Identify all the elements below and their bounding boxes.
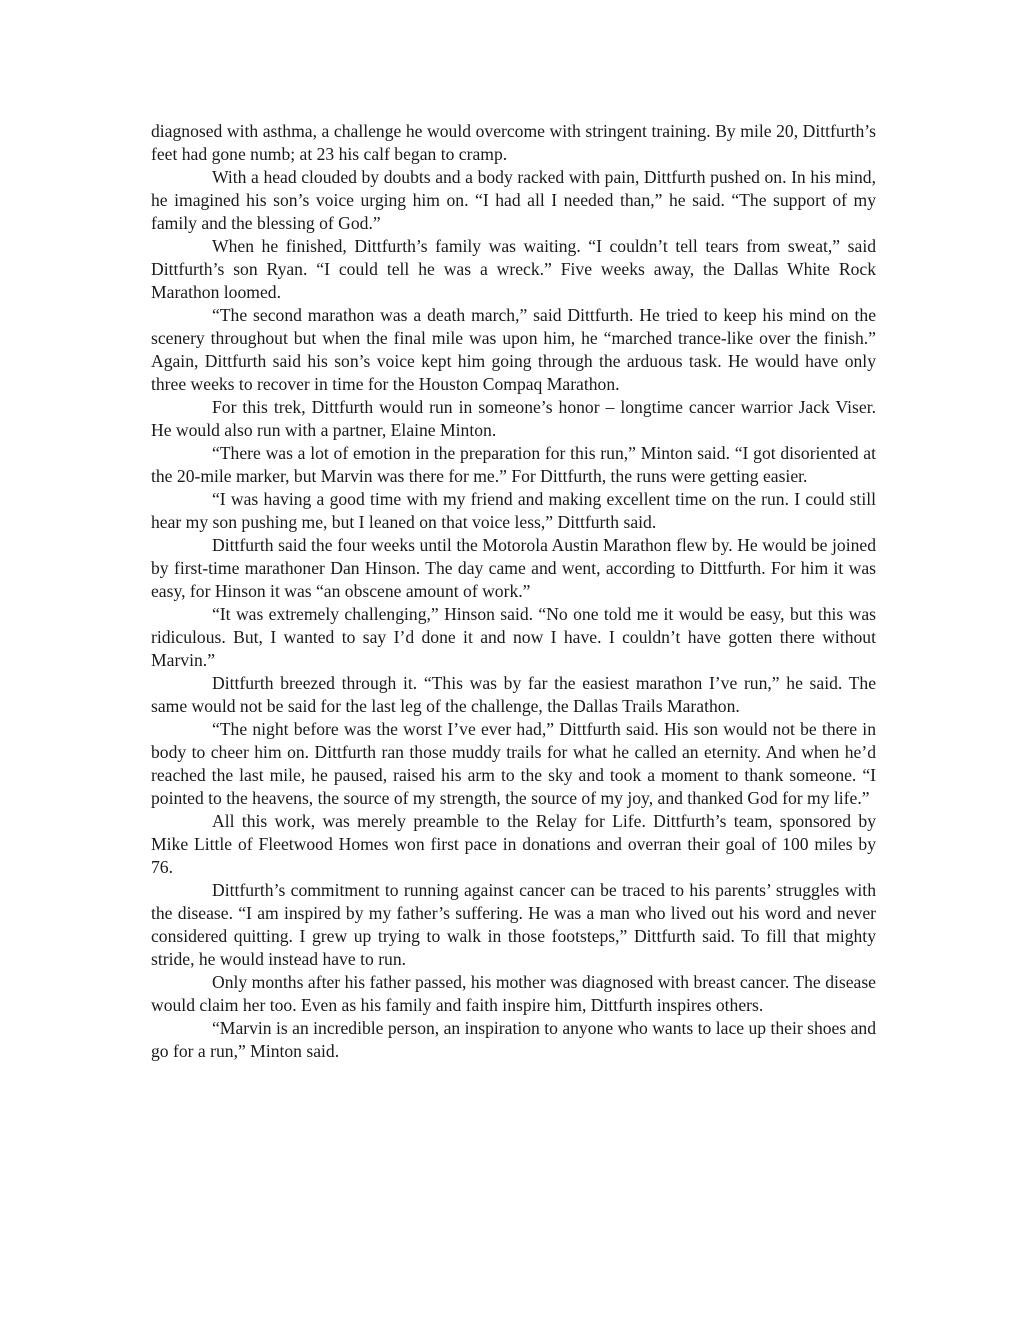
paragraph-3: When he finished, Dittfurth’s family was waiting. “I couldn’t tell tears from sweat,” said Dittfurth’s son Ryan. “I could tell he was a wreck.” Five weeks away, the Dallas White Rock Marathon loomed.: [151, 236, 876, 302]
paragraph-15: “Marvin is an incredible person, an inspiration to anyone who wants to lace up their shoes and go for a run,” Minton said.: [151, 1018, 876, 1061]
paragraph-5: For this trek, Dittfurth would run in someone’s honor – longtime cancer warrior Jack Viser. He would also run with a partner, Elaine Minton.: [151, 397, 876, 440]
paragraph-7: “I was having a good time with my friend and making excellent time on the run. I could still hear my son pushing me, but I leaned on that voice less,” Dittfurth said.: [151, 489, 876, 532]
paragraph-2: With a head clouded by doubts and a body racked with pain, Dittfurth pushed on. In his mind, he imagined his son’s voice urging him on. “I had all I needed than,” he said. “The support of my family and the blessing of God.”: [151, 167, 876, 233]
paragraph-4: “The second marathon was a death march,” said Dittfurth. He tried to keep his mind on the scenery throughout but when the final mile was upon him, he “marched trance-like over the finish.” Again, Dittfurth said his son’s voice kept him going through the arduous task. He would have only three weeks to recover in time for the Houston Compaq Marathon.: [151, 305, 876, 394]
paragraph-1: diagnosed with asthma, a challenge he would overcome with stringent training. By mile 20, Dittfurth’s feet had gone numb; at 23 his calf began to cramp.: [151, 121, 876, 164]
paragraph-14: Only months after his father passed, his mother was diagnosed with breast cancer. The disease would claim her too. Even as his family and faith inspire him, Dittfurth inspires others.: [151, 972, 876, 1015]
paragraph-10: Dittfurth breezed through it. “This was by far the easiest marathon I’ve run,” he said. The same would not be said for the last leg of the challenge, the Dallas Trails Marathon.: [151, 673, 876, 716]
paragraph-13: Dittfurth’s commitment to running against cancer can be traced to his parents’ struggles with the disease. “I am inspired by my father’s suffering. He was a man who lived out his word and never considered quitting. I grew up trying to walk in those footsteps,” Dittfurth said. To fill that mighty stride, he would instead have to run.: [151, 880, 876, 969]
paragraph-8: Dittfurth said the four weeks until the Motorola Austin Marathon flew by. He would be joined by first-time marathoner Dan Hinson. The day came and went, according to Dittfurth. For him it was easy, for Hinson it was “an obscene amount of work.”: [151, 535, 876, 601]
paragraph-12: All this work, was merely preamble to the Relay for Life. Dittfurth’s team, sponsored by Mike Little of Fleetwood Homes won first pace in donations and overran their goal of 100 miles by 76.: [151, 811, 876, 877]
paragraph-11: “The night before was the worst I’ve ever had,” Dittfurth said. His son would not be there in body to cheer him on. Dittfurth ran those muddy trails for what he called an eternity. And when he’d reached the last mile, he paused, raised his arm to the sky and took a moment to thank someone. “I pointed to the heavens, the source of my strength, the source of my joy, and thanked God for my life.”: [151, 719, 876, 808]
paragraph-6: “There was a lot of emotion in the preparation for this run,” Minton said. “I got disoriented at the 20-mile marker, but Marvin was there for me.” For Dittfurth, the runs were getting easier.: [151, 443, 876, 486]
document-page: [151, 120, 876, 1063]
paragraph-9: “It was extremely challenging,” Hinson said. “No one told me it would be easy, but this was ridiculous. But, I wanted to say I’d done it and now I have. I couldn’t have gotten there without Marvin.”: [151, 604, 876, 670]
